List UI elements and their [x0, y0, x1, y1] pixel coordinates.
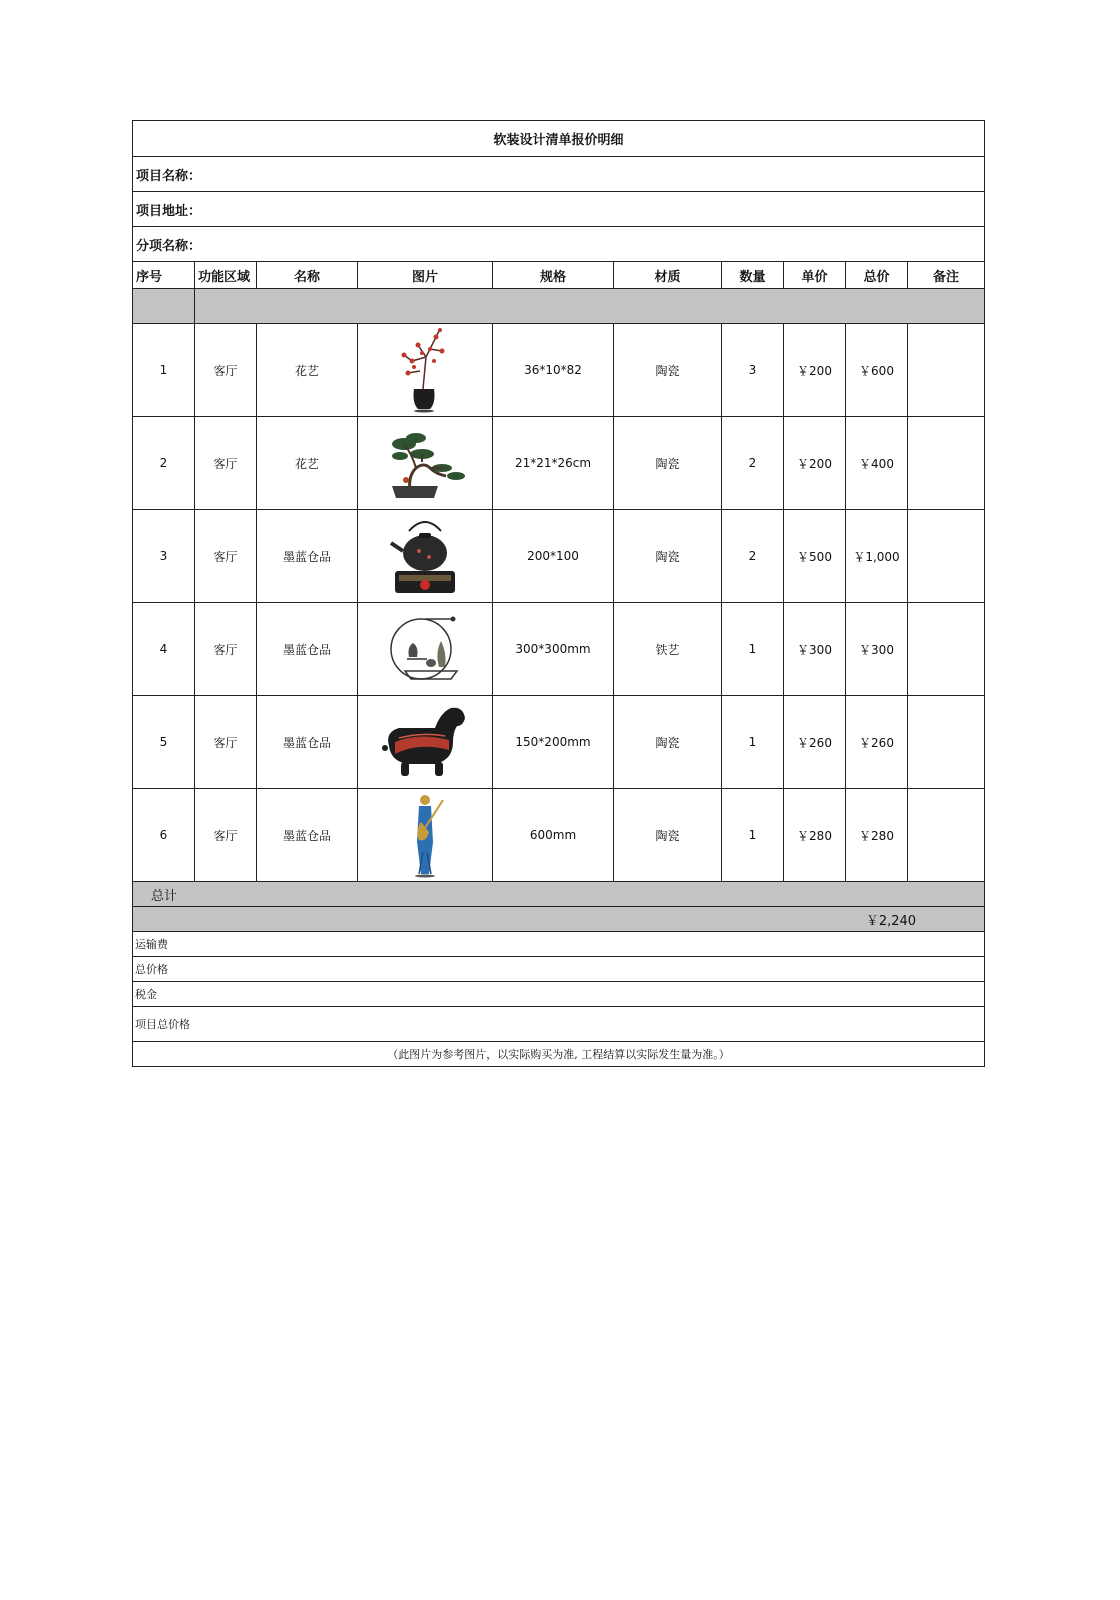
- cell-material: 陶瓷: [614, 417, 722, 510]
- cell-qty: 1: [722, 696, 784, 789]
- shipping-label[interactable]: 运输费: [133, 932, 985, 957]
- total-price-row: [133, 957, 985, 982]
- cell-name: 花艺: [257, 417, 358, 510]
- cell-unit-price: ￥500: [784, 510, 846, 603]
- cell-remark[interactable]: [908, 324, 985, 417]
- cell-area: 客厅: [195, 696, 257, 789]
- cell-spec: 21*21*26cm: [493, 417, 614, 510]
- cell-unit-price: ￥280: [784, 789, 846, 882]
- header-name: 名称: [257, 262, 358, 289]
- header-spec: 规格: [493, 262, 614, 289]
- shipping-row: [133, 932, 985, 957]
- quote-sheet: [132, 120, 984, 1067]
- total-price-label[interactable]: 总价格: [133, 957, 985, 982]
- cell-unit-price: ￥300: [784, 603, 846, 696]
- cell-name: 花艺: [257, 324, 358, 417]
- header-qty: 数量: [722, 262, 784, 289]
- table-row: [133, 696, 985, 789]
- tax-label[interactable]: 税金: [133, 982, 985, 1007]
- header-area: 功能区域: [195, 262, 257, 289]
- table-row: [133, 324, 985, 417]
- cell-image: [358, 510, 493, 603]
- cell-area: 客厅: [195, 417, 257, 510]
- cell-spec: 600mm: [493, 789, 614, 882]
- cell-material: 陶瓷: [614, 510, 722, 603]
- table-row: [133, 510, 985, 603]
- quote-table: [132, 120, 985, 1067]
- cell-spec: 150*200mm: [493, 696, 614, 789]
- header-unit-price: 单价: [784, 262, 846, 289]
- ceramic-horse-icon: [379, 702, 471, 782]
- cell-name: 墨蓝仓品: [257, 510, 358, 603]
- cell-no: 3: [133, 510, 195, 603]
- total-label-row: [133, 882, 985, 907]
- cell-area: 客厅: [195, 324, 257, 417]
- cell-name: 墨蓝仓品: [257, 696, 358, 789]
- cell-remark[interactable]: [908, 417, 985, 510]
- total-value-row: [133, 907, 985, 932]
- cell-total: ￥1,000: [846, 510, 908, 603]
- project-address-label[interactable]: 项目地址：: [133, 192, 985, 227]
- section-band-cell-1: [133, 289, 195, 324]
- section-band: [133, 289, 985, 324]
- cell-area: 客厅: [195, 789, 257, 882]
- cell-remark[interactable]: [908, 696, 985, 789]
- plum-blossom-vase-icon: [390, 327, 460, 413]
- cell-qty: 2: [722, 510, 784, 603]
- cell-unit-price: ￥200: [784, 324, 846, 417]
- cell-remark[interactable]: [908, 510, 985, 603]
- section-band-cell-2: [195, 289, 985, 324]
- header-no: 序号: [133, 262, 195, 289]
- cell-image: [358, 789, 493, 882]
- cell-qty: 1: [722, 789, 784, 882]
- ring-vase-stand-icon: [385, 609, 465, 689]
- cell-total: ￥260: [846, 696, 908, 789]
- header-row: [133, 262, 985, 289]
- project-total-label[interactable]: 项目总价格: [133, 1007, 985, 1042]
- cell-no: 2: [133, 417, 195, 510]
- cell-image: [358, 324, 493, 417]
- cell-material: 陶瓷: [614, 789, 722, 882]
- cell-area: 客厅: [195, 510, 257, 603]
- footnote: （此图片为参考图片，以实际购买为准, 工程结算以实际发生量为准。）: [133, 1042, 985, 1067]
- header-remark: 备注: [908, 262, 985, 289]
- cell-qty: 1: [722, 603, 784, 696]
- header-total: 总价: [846, 262, 908, 289]
- cell-remark[interactable]: [908, 789, 985, 882]
- cell-image: [358, 696, 493, 789]
- project-total-row: [133, 1007, 985, 1042]
- cell-spec: 36*10*82: [493, 324, 614, 417]
- cell-no: 4: [133, 603, 195, 696]
- iron-teapot-stove-icon: [385, 513, 465, 599]
- table-row: [133, 603, 985, 696]
- cell-name: 墨蓝仓品: [257, 603, 358, 696]
- cell-material: 铁艺: [614, 603, 722, 696]
- table-row: [133, 417, 985, 510]
- cell-total: ￥280: [846, 789, 908, 882]
- header-image: 图片: [358, 262, 493, 289]
- cell-remark[interactable]: [908, 603, 985, 696]
- cell-qty: 3: [722, 324, 784, 417]
- total-label: 总计: [133, 882, 985, 907]
- cell-spec: 200*100: [493, 510, 614, 603]
- bonsai-tree-icon: [382, 424, 468, 502]
- cell-no: 5: [133, 696, 195, 789]
- cell-material: 陶瓷: [614, 696, 722, 789]
- tax-row: [133, 982, 985, 1007]
- cell-total: ￥400: [846, 417, 908, 510]
- footnote-row: [133, 1042, 985, 1067]
- table-row: [133, 789, 985, 882]
- project-name-label[interactable]: 项目名称：: [133, 157, 985, 192]
- cell-no: 1: [133, 324, 195, 417]
- cell-unit-price: ￥260: [784, 696, 846, 789]
- cell-total: ￥600: [846, 324, 908, 417]
- grand-total: ￥2,240: [133, 907, 985, 932]
- cell-qty: 2: [722, 417, 784, 510]
- sheet-title: 软装设计清单报价明细: [133, 121, 985, 157]
- cell-name: 墨蓝仓品: [257, 789, 358, 882]
- cell-image: [358, 417, 493, 510]
- cell-unit-price: ￥200: [784, 417, 846, 510]
- guitar-figure-icon: [395, 792, 455, 878]
- cell-material: 陶瓷: [614, 324, 722, 417]
- header-material: 材质: [614, 262, 722, 289]
- cell-spec: 300*300mm: [493, 603, 614, 696]
- cell-total: ￥300: [846, 603, 908, 696]
- cell-area: 客厅: [195, 603, 257, 696]
- sub-item-label[interactable]: 分项名称：: [133, 227, 985, 262]
- cell-no: 6: [133, 789, 195, 882]
- cell-image: [358, 603, 493, 696]
